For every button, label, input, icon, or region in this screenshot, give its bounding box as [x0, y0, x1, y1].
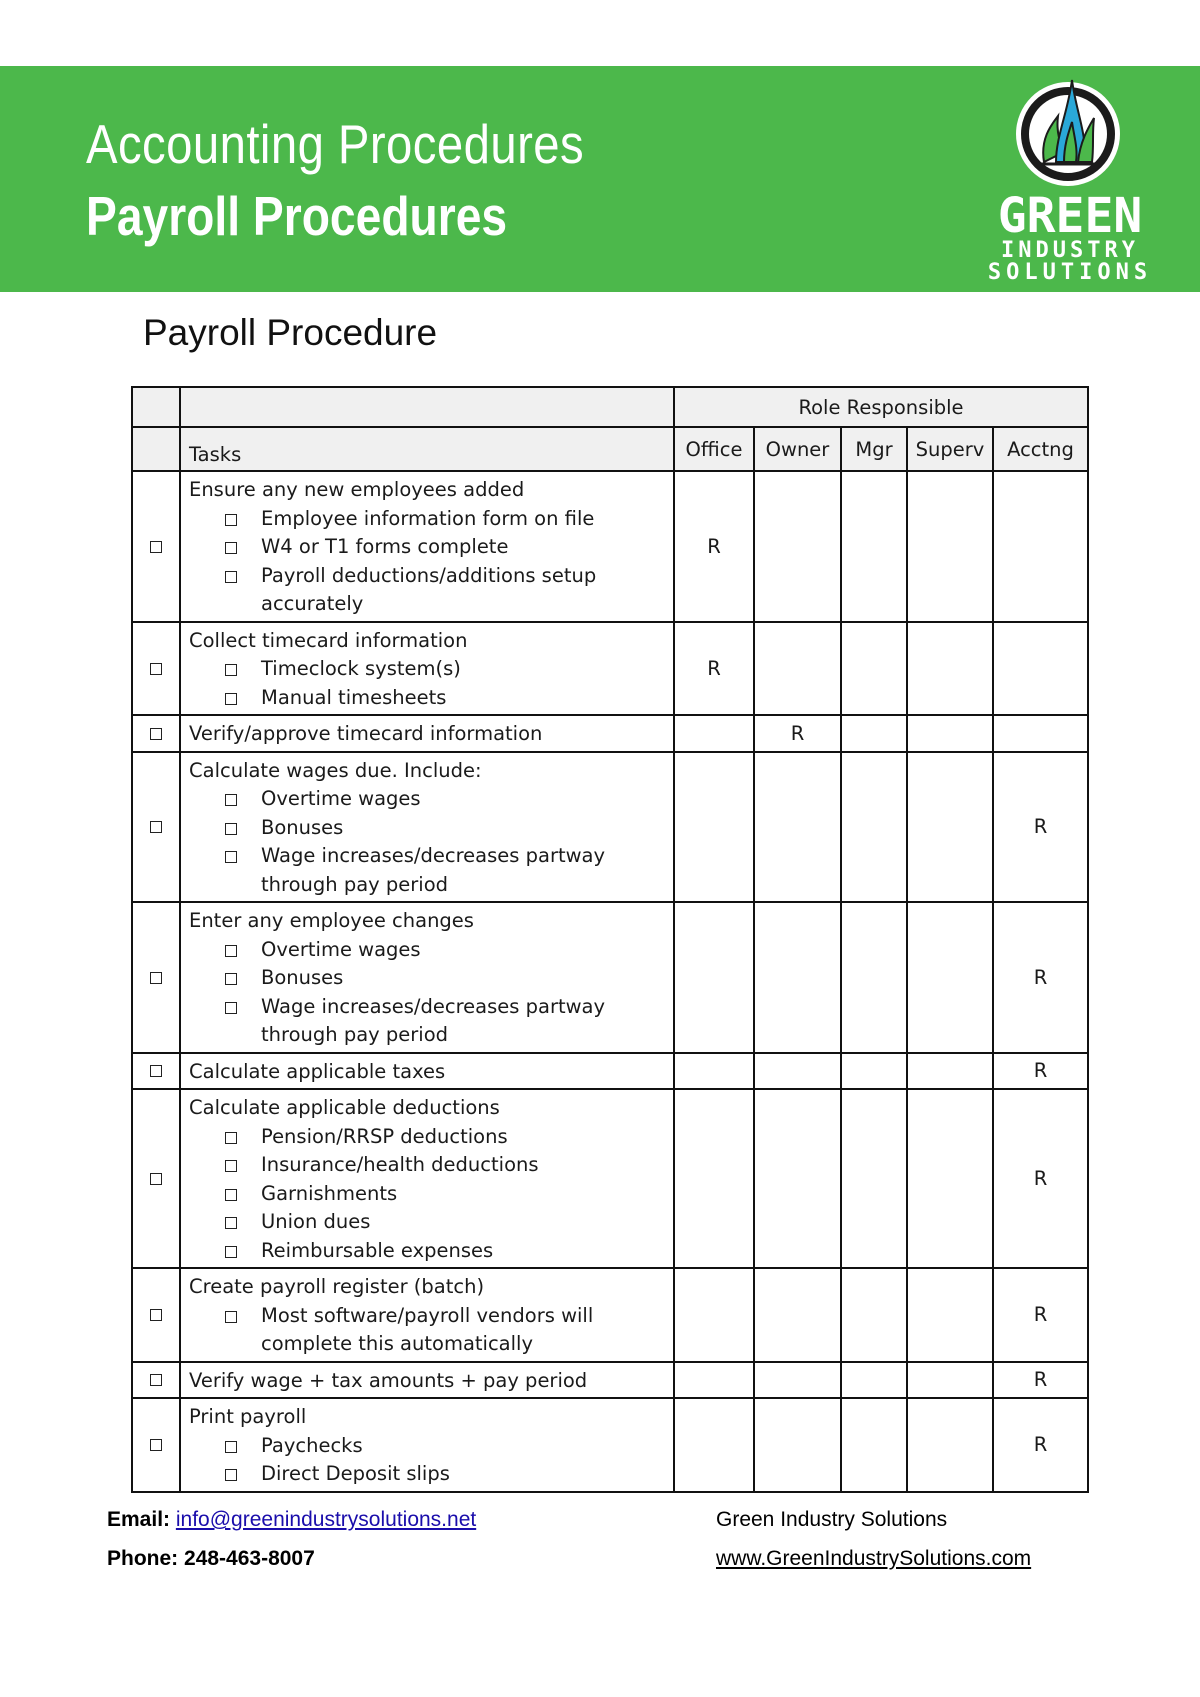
role-cell-superv	[907, 752, 993, 903]
role-cell-superv	[907, 715, 993, 752]
role-cell-owner	[754, 471, 841, 622]
role-cell-superv	[907, 1053, 993, 1090]
role-cell-superv	[907, 1398, 993, 1492]
subtask-text: Wage increases/decreases partway through pay period	[261, 844, 606, 896]
row-checkbox-cell	[132, 1398, 180, 1492]
logo-emblem-icon	[960, 76, 1180, 188]
footer-phone	[107, 1547, 315, 1571]
role-cell-acctng: R	[993, 1362, 1088, 1399]
row-checkbox-cell	[132, 715, 180, 752]
role-cell-acctng	[993, 715, 1088, 752]
row-checkbox-cell	[132, 752, 180, 903]
task-cell	[180, 1268, 674, 1362]
task-text: Collect timecard information	[189, 628, 468, 652]
logo-word-industry: INDUSTRY	[1001, 238, 1139, 263]
table-row	[132, 1053, 1088, 1090]
subtask-item	[189, 1123, 667, 1152]
subtask-checkbox[interactable]	[225, 1189, 237, 1201]
subtask-text: Timeclock system(s)	[261, 657, 461, 680]
task-checkbox[interactable]	[150, 1173, 162, 1185]
role-cell-mgr	[841, 1398, 907, 1492]
table-header-row-2	[132, 427, 1088, 471]
task-cell	[180, 1089, 674, 1268]
subtask-checkbox[interactable]	[225, 514, 237, 526]
subtask-checkbox[interactable]	[225, 1217, 237, 1229]
subtask-checkbox[interactable]	[225, 823, 237, 835]
subtask-text: Manual timesheets	[261, 685, 447, 709]
row-checkbox-cell	[132, 471, 180, 622]
subtask-text: Paychecks	[261, 1433, 363, 1457]
subtask-text: Reimbursable expenses	[261, 1238, 494, 1262]
subtask-item	[189, 533, 667, 562]
table-header-row-1	[132, 387, 1088, 427]
subtask-checkbox[interactable]	[225, 794, 237, 806]
footer-website-link[interactable]: www.GreenIndustrySolutions.com	[716, 1547, 1032, 1570]
subtask-item	[189, 655, 667, 684]
subtask-item	[189, 785, 667, 814]
role-cell-acctng: R	[993, 1089, 1088, 1268]
role-cell-superv	[907, 471, 993, 622]
role-cell-owner	[754, 1398, 841, 1492]
role-responsible-header: Role Responsible	[674, 387, 1088, 427]
subtask-checkbox[interactable]	[225, 945, 237, 957]
row-checkbox-cell	[132, 1362, 180, 1399]
task-cell	[180, 752, 674, 903]
task-text: Calculate wages due. Include:	[189, 758, 482, 782]
subtask-item	[189, 964, 667, 993]
header-blank-task-cell	[180, 387, 674, 427]
role-cell-acctng: R	[993, 1398, 1088, 1492]
table-row	[132, 471, 1088, 622]
task-checkbox[interactable]	[150, 1309, 162, 1321]
role-cell-owner	[754, 1089, 841, 1268]
table-row	[132, 752, 1088, 903]
company-logo	[960, 76, 1180, 286]
subtask-item	[189, 1302, 667, 1359]
role-cell-owner: R	[754, 715, 841, 752]
task-cell	[180, 622, 674, 716]
row-checkbox-cell	[132, 902, 180, 1053]
header-title: Accounting Procedures	[86, 113, 585, 175]
logo-word-green: GREEN	[997, 188, 1143, 244]
row-checkbox-cell	[132, 622, 180, 716]
document-title: Payroll Procedure	[143, 312, 438, 353]
row-checkbox-cell	[132, 1089, 180, 1268]
subtask-text: Most software/payroll vendors will complete this automatically	[261, 1303, 594, 1355]
role-cell-office	[674, 1362, 754, 1399]
subtask-text: Pension/RRSP deductions	[261, 1124, 508, 1148]
role-cell-mgr	[841, 1089, 907, 1268]
logo-word-solutions: SOLUTIONS	[987, 260, 1153, 285]
task-checkbox[interactable]	[150, 972, 162, 984]
header-blank-checkbox-cell	[132, 387, 180, 427]
task-text: Ensure any new employees added	[189, 478, 525, 501]
table-row	[132, 902, 1088, 1053]
task-text: Verify/approve timecard information	[189, 722, 543, 745]
subtask-checkbox[interactable]	[225, 1311, 237, 1323]
role-cell-mgr	[841, 1053, 907, 1090]
subtask-checkbox[interactable]	[225, 571, 237, 583]
role-cell-mgr	[841, 471, 907, 622]
role-cell-office: R	[674, 622, 754, 716]
subtask-checkbox[interactable]	[225, 851, 237, 863]
subtask-checkbox[interactable]	[225, 542, 237, 554]
subtask-item	[189, 936, 667, 965]
task-cell	[180, 715, 674, 752]
subtask-text: Direct Deposit slips	[261, 1462, 450, 1485]
role-header-mgr: Mgr	[841, 427, 907, 471]
role-cell-acctng: R	[993, 1268, 1088, 1362]
task-text: Verify wage + tax amounts + pay period	[189, 1368, 588, 1392]
role-cell-office	[674, 715, 754, 752]
subtask-item	[189, 842, 667, 899]
role-cell-office	[674, 902, 754, 1053]
role-cell-office	[674, 1089, 754, 1268]
subtask-text: Garnishments	[261, 1181, 398, 1205]
table-row	[132, 1398, 1088, 1492]
role-cell-mgr	[841, 902, 907, 1053]
task-checkbox[interactable]	[150, 728, 162, 740]
subtask-text: Overtime wages	[261, 787, 421, 810]
subtask-checkbox[interactable]	[225, 1246, 237, 1258]
subtask-text: Bonuses	[261, 966, 344, 989]
task-text: Create payroll register (batch)	[189, 1275, 485, 1298]
subtask-text: Employee information form on file	[261, 506, 595, 530]
role-cell-mgr	[841, 622, 907, 716]
task-text: Calculate applicable deductions	[189, 1096, 500, 1119]
subtask-checkbox[interactable]	[225, 1441, 237, 1453]
subtask-checkbox[interactable]	[225, 664, 237, 676]
role-cell-superv	[907, 1268, 993, 1362]
subtask-item	[189, 684, 667, 713]
subtask-checkbox[interactable]	[225, 1132, 237, 1144]
task-checkbox[interactable]	[150, 821, 162, 833]
role-cell-mgr	[841, 1268, 907, 1362]
subtask-checkbox[interactable]	[225, 1002, 237, 1014]
subtask-checkbox[interactable]	[225, 1160, 237, 1172]
role-cell-owner	[754, 752, 841, 903]
subtask-text: Bonuses	[261, 815, 344, 839]
footer-email	[107, 1508, 476, 1532]
header-blank-checkbox-cell	[132, 427, 180, 471]
table-row	[132, 1268, 1088, 1362]
subtask-text: Union dues	[261, 1210, 371, 1233]
subtask-text: Payroll deductions/additions setup accurately	[261, 563, 597, 615]
subtask-item	[189, 1460, 667, 1489]
table-row	[132, 1089, 1088, 1268]
row-checkbox-cell	[132, 1268, 180, 1362]
table-row	[132, 715, 1088, 752]
subtask-item	[189, 1208, 667, 1237]
subtask-item	[189, 1237, 667, 1266]
subtask-item	[189, 1180, 667, 1209]
subtask-item	[189, 505, 667, 534]
subtask-text: Overtime wages	[261, 937, 421, 961]
subtask-item	[189, 993, 667, 1050]
role-cell-owner	[754, 1268, 841, 1362]
role-cell-acctng: R	[993, 902, 1088, 1053]
table-row	[132, 622, 1088, 716]
role-cell-mgr	[841, 715, 907, 752]
task-checkbox[interactable]	[150, 1065, 162, 1077]
subtask-checkbox[interactable]	[225, 973, 237, 985]
phone-label: Phone:	[107, 1547, 179, 1570]
subtask-checkbox[interactable]	[225, 693, 237, 705]
task-checkbox[interactable]	[150, 1374, 162, 1386]
task-cell	[180, 1053, 674, 1090]
role-cell-superv	[907, 1362, 993, 1399]
task-cell	[180, 1398, 674, 1492]
role-cell-superv	[907, 902, 993, 1053]
role-cell-mgr	[841, 1362, 907, 1399]
task-text: Print payroll	[189, 1405, 307, 1428]
role-cell-office	[674, 1053, 754, 1090]
role-cell-superv	[907, 622, 993, 716]
role-cell-owner	[754, 1053, 841, 1090]
role-cell-acctng	[993, 622, 1088, 716]
role-header-acctng: Acctng	[993, 427, 1088, 471]
role-header-office: Office	[674, 427, 754, 471]
procedure-table	[131, 386, 1089, 1493]
role-cell-office: R	[674, 471, 754, 622]
email-link[interactable]: info@greenindustrysolutions.net	[175, 1508, 477, 1531]
role-cell-owner	[754, 1362, 841, 1399]
tasks-header: Tasks	[180, 427, 674, 471]
role-header-superv: Superv	[907, 427, 993, 471]
subtask-checkbox[interactable]	[225, 1469, 237, 1481]
role-cell-acctng: R	[993, 1053, 1088, 1090]
row-checkbox-cell	[132, 1053, 180, 1090]
subtask-text: Insurance/health deductions	[261, 1153, 539, 1176]
role-cell-acctng	[993, 471, 1088, 622]
role-cell-acctng: R	[993, 752, 1088, 903]
role-cell-office	[674, 1268, 754, 1362]
subtask-item	[189, 1151, 667, 1180]
table-row	[132, 1362, 1088, 1399]
subtask-text: Wage increases/decreases partway through pay period	[261, 994, 606, 1046]
task-checkbox[interactable]	[150, 541, 162, 553]
role-cell-office	[674, 1398, 754, 1492]
role-cell-superv	[907, 1089, 993, 1268]
task-cell	[180, 902, 674, 1053]
header-subtitle: Payroll Procedures	[86, 185, 508, 247]
task-checkbox[interactable]	[150, 1439, 162, 1451]
role-cell-owner	[754, 902, 841, 1053]
footer-company-name: Green Industry Solutions	[716, 1508, 948, 1531]
phone-number: 248-463-8007	[184, 1547, 315, 1570]
task-cell	[180, 471, 674, 622]
task-text: Calculate applicable taxes	[189, 1059, 446, 1083]
role-cell-mgr	[841, 752, 907, 903]
subtask-item	[189, 1432, 667, 1461]
role-cell-owner	[754, 622, 841, 716]
task-cell	[180, 1362, 674, 1399]
email-label: Email:	[107, 1508, 171, 1531]
role-header-owner: Owner	[754, 427, 841, 471]
subtask-item	[189, 814, 667, 843]
role-cell-office	[674, 752, 754, 903]
subtask-item	[189, 562, 667, 619]
subtask-text: W4 or T1 forms complete	[261, 535, 509, 558]
task-text: Enter any employee changes	[189, 909, 474, 932]
task-checkbox[interactable]	[150, 663, 162, 675]
